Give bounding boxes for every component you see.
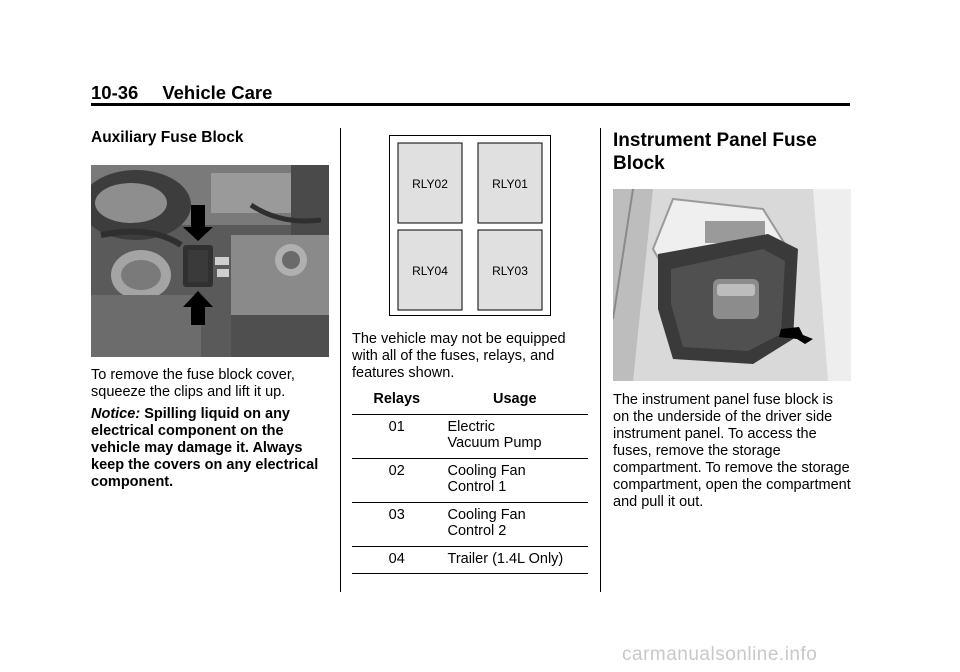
aux-fuse-heading: Auxiliary Fuse Block <box>91 129 244 146</box>
col-header-usage: Usage <box>442 387 589 414</box>
column-divider-left <box>340 128 341 592</box>
table-row <box>352 414 588 458</box>
table-header-row <box>352 387 588 414</box>
relay-cell: 04 <box>352 546 442 574</box>
page-number: 10-36 <box>91 82 139 103</box>
equipment-note: The vehicle may not be equipped with all of the fuses, relays, and features shown. <box>352 331 566 381</box>
notice-paragraph <box>91 406 331 491</box>
aux-fuse-paragraph: To remove the fuse block cover, squeeze the clips and lift it up. <box>91 367 295 400</box>
notice-text: Spilling liquid on any electrical component on the vehicle may damage it. Always keep the covers on any electrical component. <box>91 406 319 490</box>
relay-cell: 02 <box>352 458 442 502</box>
usage-cell: Cooling Fan Control 1 <box>442 458 589 502</box>
table-row <box>352 502 588 546</box>
relay-cell: 03 <box>352 502 442 546</box>
page-header <box>91 82 272 104</box>
relay-label-rly02: RLY02 <box>412 177 448 191</box>
col-header-relays: Relays <box>352 387 442 414</box>
relay-usage-table <box>352 387 588 574</box>
instrument-panel-heading: Instrument Panel Fuse Block <box>613 130 817 174</box>
relay-label-rly01: RLY01 <box>492 177 528 191</box>
notice-label: Notice: <box>91 406 141 422</box>
table-row <box>352 546 588 574</box>
column-divider-right <box>600 128 601 592</box>
usage-cell: Electric Vacuum Pump <box>442 414 589 458</box>
relay-label-rly03: RLY03 <box>492 264 528 278</box>
section-title: Vehicle Care <box>162 82 273 103</box>
instrument-panel-photo <box>613 189 851 381</box>
header-rule <box>91 103 850 106</box>
relay-cell: 01 <box>352 414 442 458</box>
usage-cell: Trailer (1.4L Only) <box>442 546 589 574</box>
instrument-panel-paragraph: The instrument panel fuse block is on the underside of the driver side instrument panel. To access the fuses, remove the storage compartment. To remove the storage compartment, open the compartment and pull it out. <box>613 392 851 510</box>
watermark: carmanualsonline.info <box>622 644 818 665</box>
relay-diagram <box>389 135 551 316</box>
relay-label-rly04: RLY04 <box>412 264 448 278</box>
usage-cell: Cooling Fan Control 2 <box>442 502 589 546</box>
engine-bay-photo <box>91 165 329 357</box>
table-row <box>352 458 588 502</box>
